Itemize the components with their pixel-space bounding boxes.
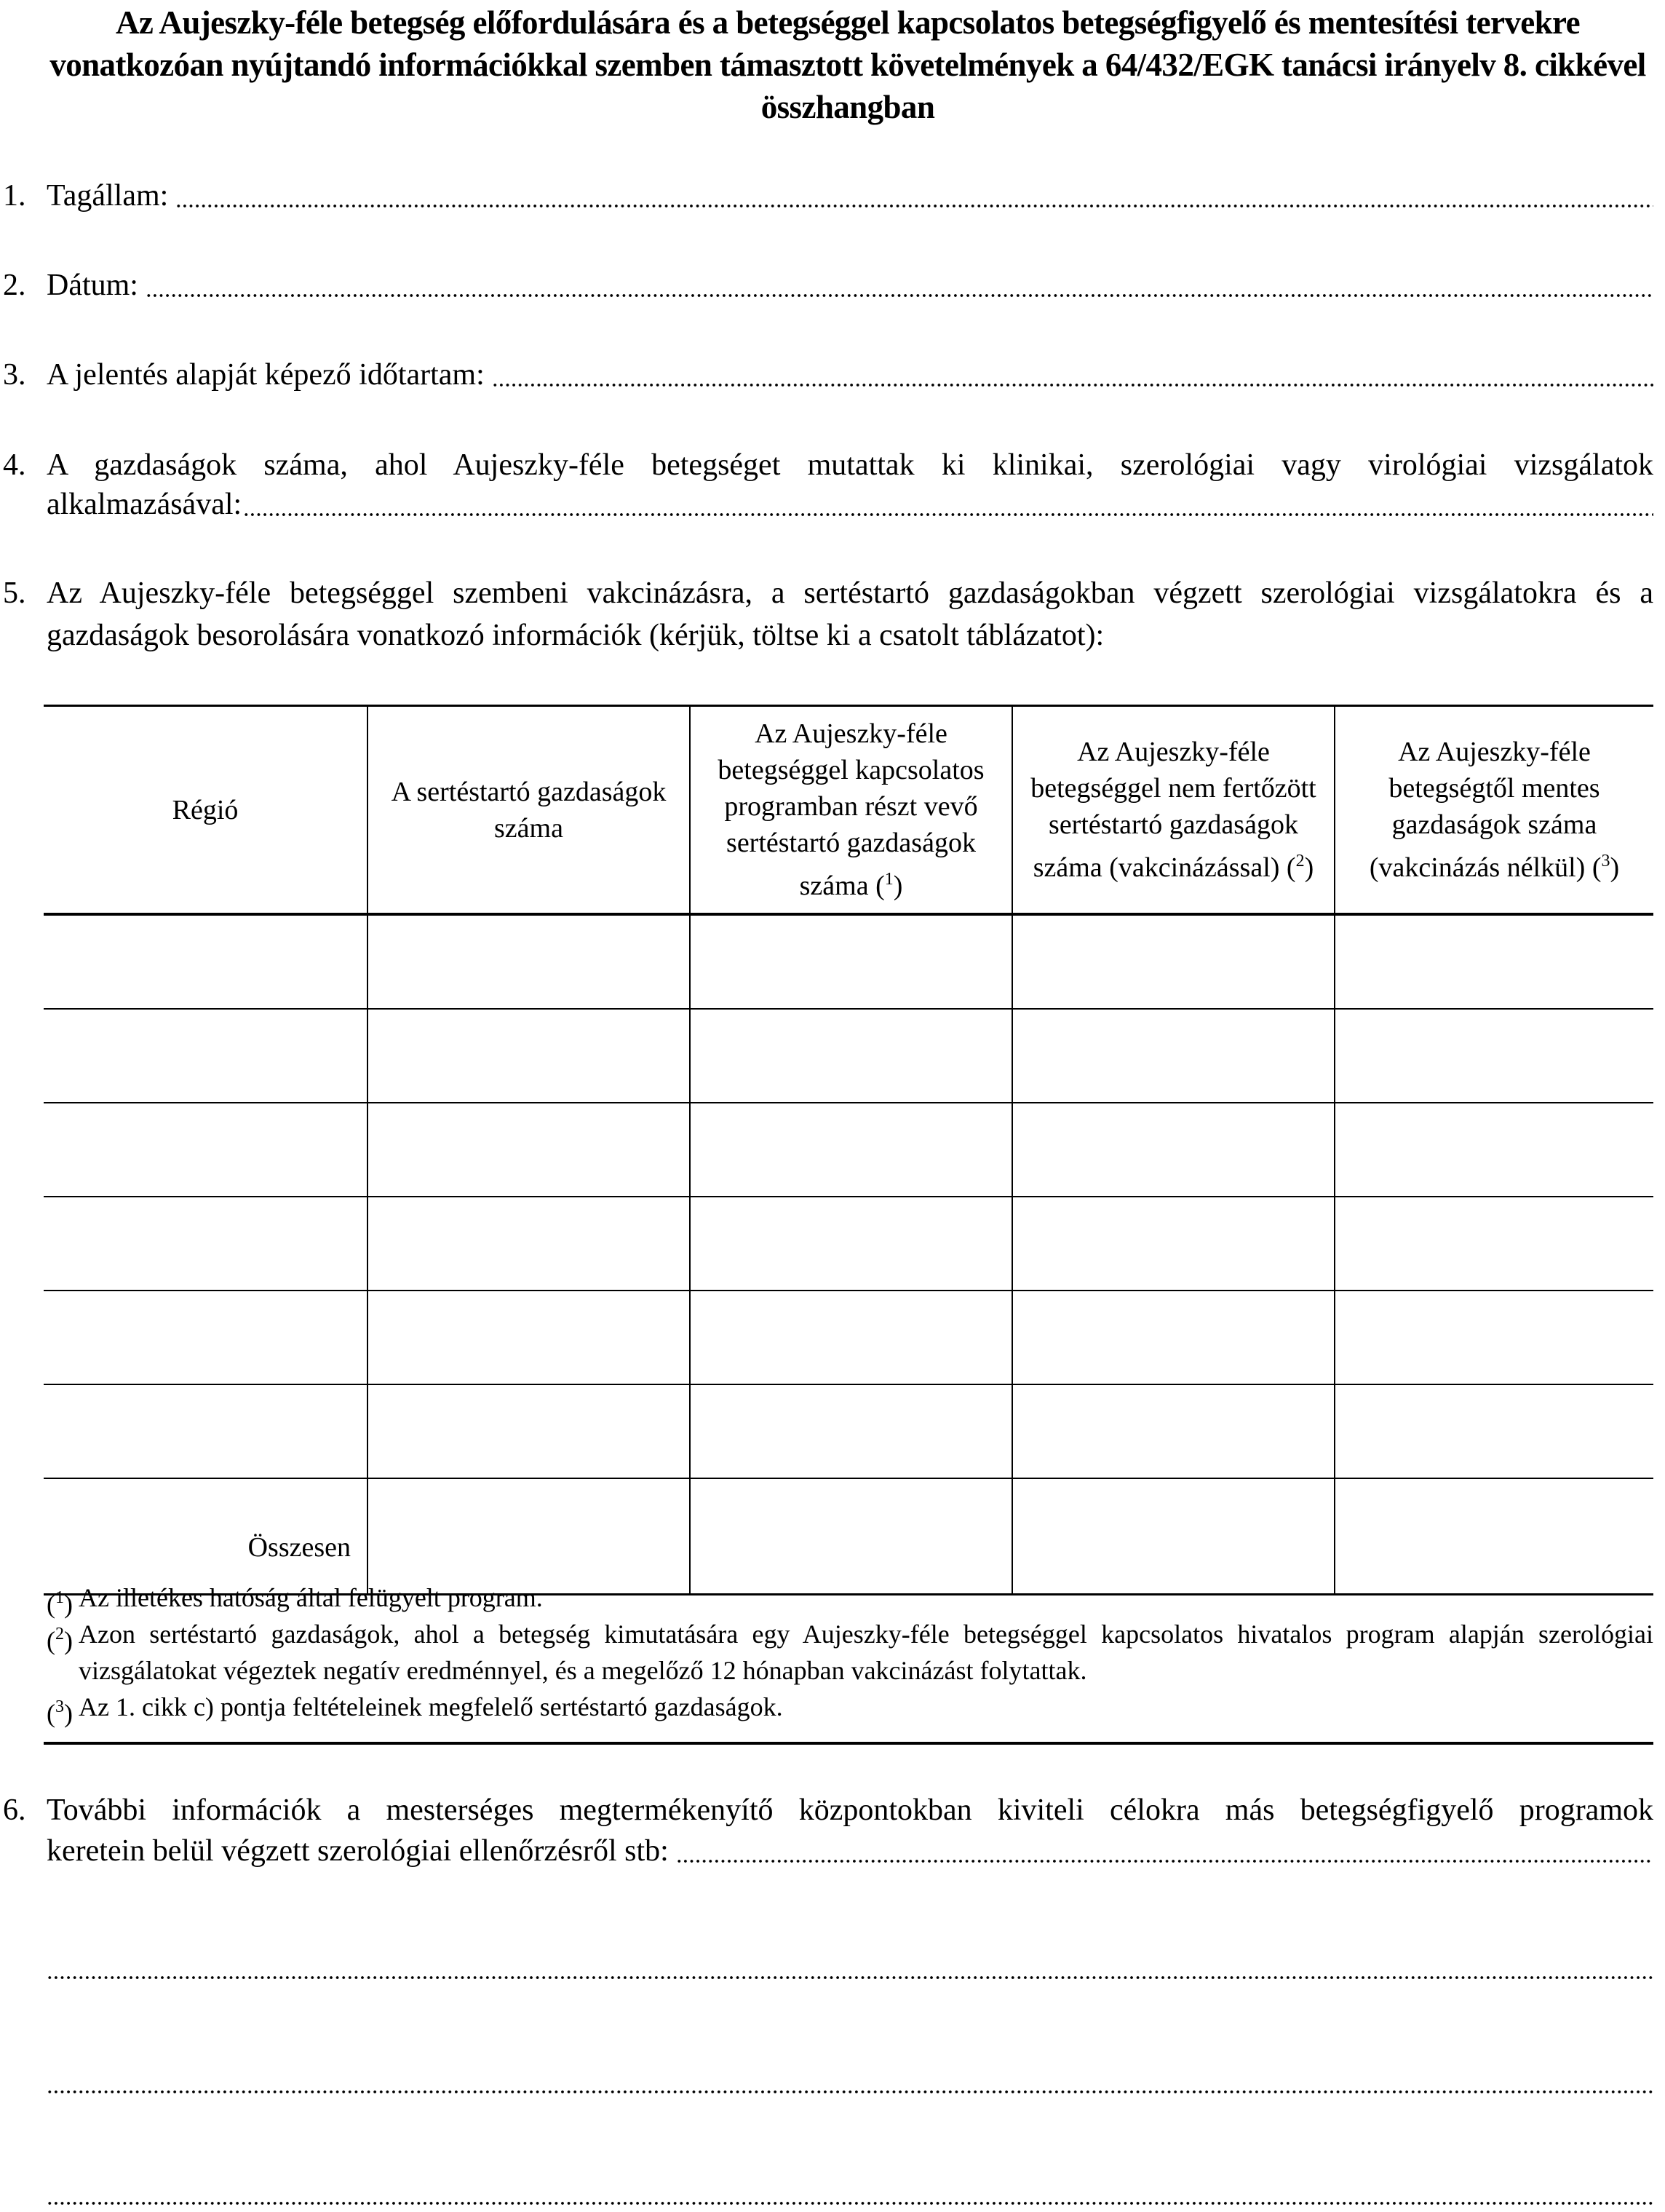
additional-info-line-4[interactable] <box>47 2201 1653 2205</box>
divider <box>44 1742 1653 1745</box>
table-cell[interactable] <box>44 1384 367 1478</box>
footnote-text: Azon sertéstartó gazdaságok, ahol a betegség kimutatására egy Aujeszky-féle betegséggel kapcsolatos hivatalos program alapján szerológiai vizsgálatokat végeztek negatív eredménnyel, és a megelőző 12 hónapban vakcinázást folytattak. <box>79 1620 1653 1685</box>
table-row <box>44 1384 1653 1478</box>
additional-info-field[interactable] <box>676 1859 1653 1863</box>
footnote-ref: ($^1$) <box>875 870 903 901</box>
table-cell[interactable] <box>1335 1291 1653 1384</box>
table-cell[interactable] <box>367 1009 690 1103</box>
table-cell[interactable] <box>367 1197 690 1291</box>
table-cell[interactable] <box>367 1291 690 1384</box>
table-cell[interactable] <box>1335 1384 1653 1478</box>
table-cell[interactable] <box>1335 914 1653 1009</box>
total-cell[interactable] <box>367 1478 690 1595</box>
header-free-with-vaccination: Az Aujeszky-féle betegséggel nem fertőzött sertéstartó gazdaságok száma (vakcinázással) ($^2$) <box>1012 706 1335 915</box>
table-cell[interactable] <box>690 1197 1012 1291</box>
table-row <box>44 1197 1653 1291</box>
table-cell[interactable] <box>44 1009 367 1103</box>
table-header-row <box>44 706 1653 915</box>
table-cell[interactable] <box>44 1291 367 1384</box>
table-cell[interactable] <box>1012 1291 1335 1384</box>
table-row <box>44 1009 1653 1103</box>
footnote-mark: ($^1$) <box>47 1588 73 1619</box>
footnote-1 <box>47 1579 1653 1619</box>
item-text: A gazdaságok száma, ahol Aujeszky-féle betegséget mutattak ki klinikai, szerológiai vagy virológiai vizsgálatok <box>47 448 1653 482</box>
table-cell[interactable] <box>1012 914 1335 1009</box>
total-cell[interactable] <box>1012 1478 1335 1595</box>
table-row <box>44 1103 1653 1197</box>
item-number: 3. <box>3 358 26 392</box>
table-cell[interactable] <box>690 1103 1012 1197</box>
header-holdings-count: A sertéstartó gazdaságok száma <box>367 706 690 915</box>
item-label: A jelentés alapját képező időtartam: <box>47 358 485 392</box>
footnote-3 <box>47 1689 1653 1728</box>
header-programme-holdings: Az Aujeszky-féle betegséggel kapcsolatos programban részt vevő sertéstartó gazdaságok száma ($^1$) <box>690 706 1012 915</box>
table-row <box>44 1291 1653 1384</box>
table-cell[interactable] <box>1012 1009 1335 1103</box>
header-region: Régió <box>44 706 367 915</box>
table-cell[interactable] <box>1012 1384 1335 1478</box>
total-cell[interactable] <box>690 1478 1012 1595</box>
table-cell[interactable] <box>690 1009 1012 1103</box>
reporting-period-field[interactable] <box>492 383 1653 387</box>
table-cell[interactable] <box>690 1384 1012 1478</box>
footnote-2 <box>47 1616 1653 1689</box>
holdings-table <box>44 705 1653 1595</box>
item-number: 2. <box>3 269 26 302</box>
item-number: 6. <box>3 1793 26 1827</box>
table-cell[interactable] <box>690 914 1012 1009</box>
item-number: 5. <box>3 576 26 610</box>
item-number: 4. <box>3 448 26 482</box>
infected-holdings-field[interactable] <box>243 512 1653 517</box>
footnote-ref: ($^2$) <box>1286 852 1314 883</box>
table-cell[interactable] <box>1335 1197 1653 1291</box>
table-total-row <box>44 1478 1653 1595</box>
footnotes <box>47 1579 1653 1728</box>
table-cell[interactable] <box>1335 1103 1653 1197</box>
total-cell[interactable] <box>1335 1478 1653 1595</box>
document-title: Az Aujeszky-féle betegség előfordulására és a betegséggel kapcsolatos betegségfigyelő és mentesítési tervekre vonatkozóan nyújtandó információkkal szemben támasztott követelmények a 64/432/EGK tanácsi irányelv 8. cikkével összhangban <box>49 4 1646 125</box>
footnote-text: Az illetékes hatóság által felügyelt program. <box>79 1583 543 1612</box>
item-number: 1. <box>3 179 26 213</box>
table-cell[interactable] <box>1012 1103 1335 1197</box>
table-cell[interactable] <box>44 1197 367 1291</box>
item-label: Tagállam: <box>47 179 169 213</box>
table-cell[interactable] <box>690 1291 1012 1384</box>
item-label: Dátum: <box>47 269 138 302</box>
total-label: Összesen <box>44 1478 367 1595</box>
table-cell[interactable] <box>367 1103 690 1197</box>
item-label: alkalmazásával: <box>47 488 242 521</box>
table-cell[interactable] <box>1335 1009 1653 1103</box>
table-cell[interactable] <box>367 1384 690 1478</box>
footnote-text: Az 1. cikk c) pontja feltételeinek megfelelő sertéstartó gazdaságok. <box>79 1692 783 1721</box>
date-field[interactable] <box>146 293 1653 298</box>
header-free-without-vaccination: Az Aujeszky-féle betegségtől mentes gazdaságok száma (vakcinázás nélkül) ($^3$) <box>1335 706 1653 915</box>
table-row <box>44 914 1653 1009</box>
item-label: keretein belül végzett szerológiai ellenőrzésről stb: <box>47 1834 669 1868</box>
footnote-mark: ($^2$) <box>47 1625 73 1655</box>
table-cell[interactable] <box>44 1103 367 1197</box>
table-cell[interactable] <box>367 914 690 1009</box>
footnote-mark: ($^3$) <box>47 1697 73 1728</box>
item-text: További információk a mesterséges megtermékenyítő központokban kiviteli célokra más betegségfigyelő programok <box>47 1793 1653 1827</box>
table-cell[interactable] <box>44 914 367 1009</box>
footnote-ref: ($^3$) <box>1592 852 1620 883</box>
member-state-field[interactable] <box>175 204 1653 208</box>
additional-info-line-3[interactable] <box>47 2090 1653 2094</box>
additional-info-line-2[interactable] <box>47 1975 1653 1980</box>
item-text: Az Aujeszky-féle betegséggel szembeni vakcinázásra, a sertéstartó gazdaságokban végzett szerológiai vizsgálatokra és a gazdaságok besorolására vonatkozó információk (kérjük, töltse ki a csatolt táblázatot): <box>47 576 1653 652</box>
table-cell[interactable] <box>1012 1197 1335 1291</box>
